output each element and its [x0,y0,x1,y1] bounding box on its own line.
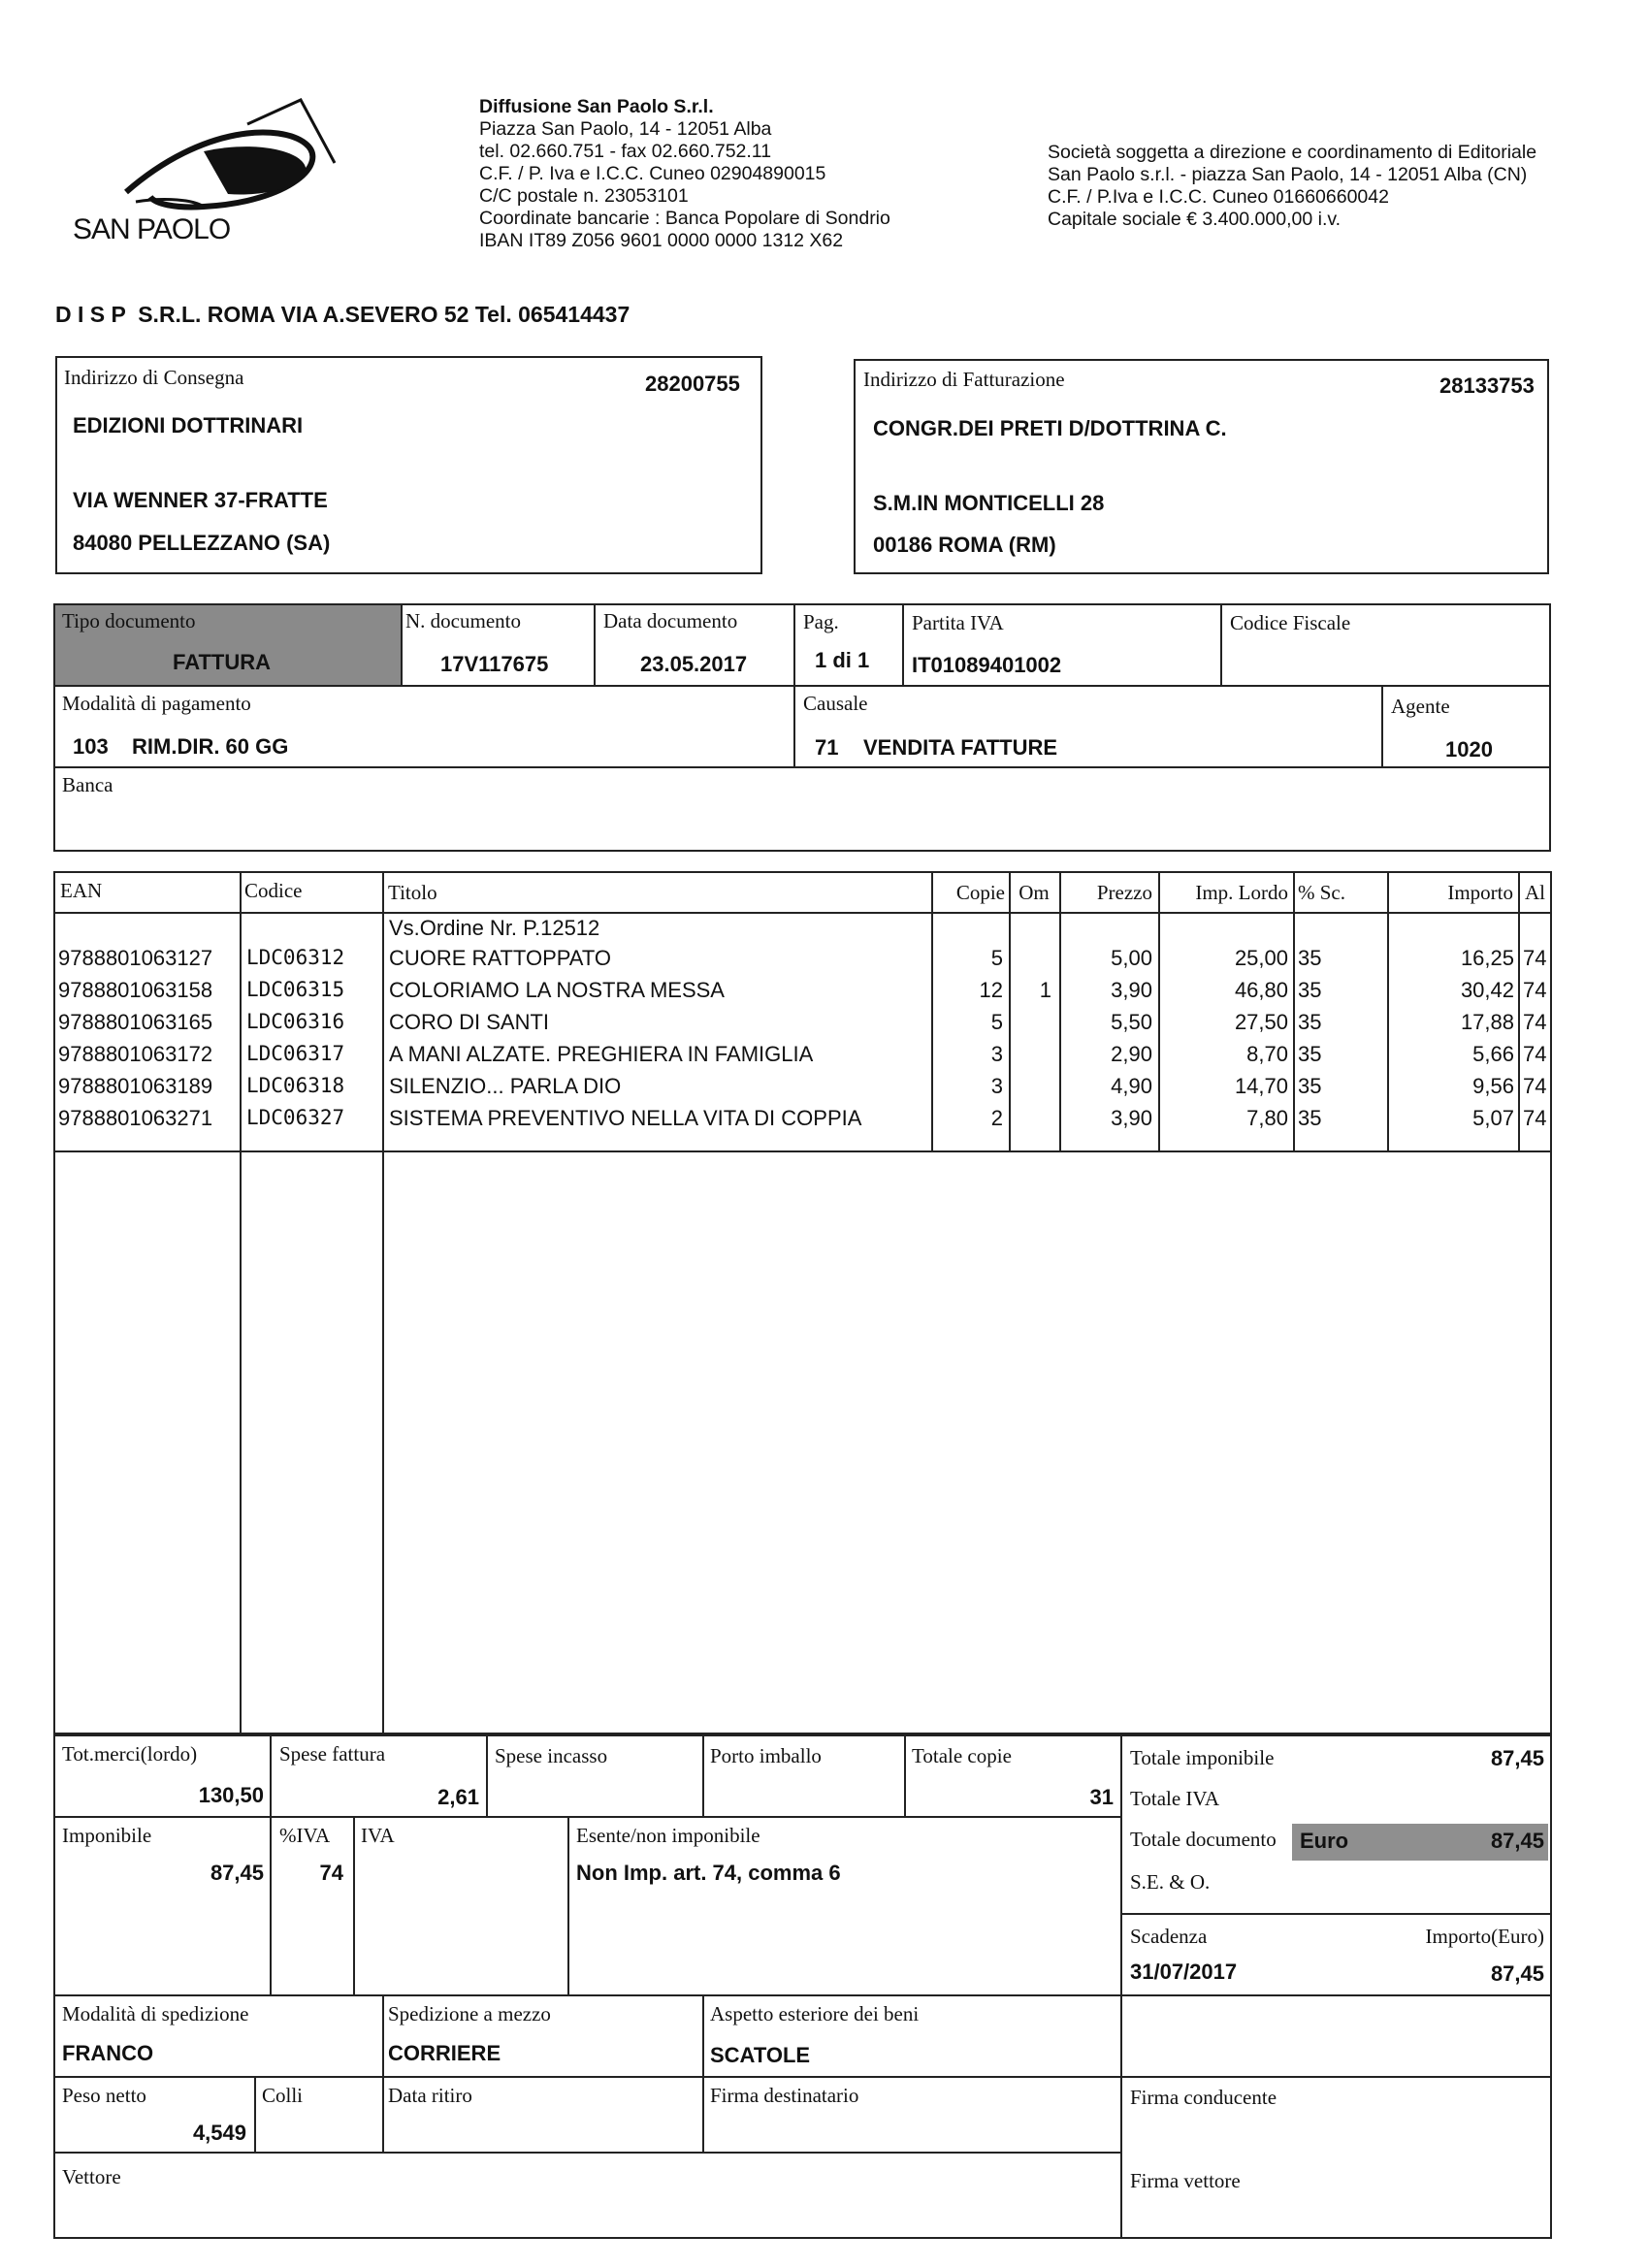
doc-date: 23.05.2017 [640,652,748,676]
packing-label: Porto imballo [710,1744,822,1767]
cell-discount: 35 [1298,946,1322,970]
doc-page-label: Pag. [803,610,839,633]
table-row [0,1010,1649,1042]
due-date-label: Scadenza [1130,1925,1208,1948]
invoice-fees: 2,61 [437,1785,479,1809]
invoice-fees-label: Spese fattura [279,1742,386,1766]
billing-street: S.M.IN MONTICELLI 28 [873,491,1105,515]
cell-copies: 2 [990,1106,1003,1130]
cell-discount: 35 [1298,1042,1322,1066]
billing-code: 28133753 [1439,373,1535,398]
doc-page: 1 di 1 [815,648,870,672]
cell-copies: 5 [990,1010,1003,1034]
taxable-label: Imponibile [62,1824,152,1847]
agent-label: Agente [1391,695,1450,718]
cell-amount: 17,88 [1460,1010,1514,1034]
doc-total-label: Totale documento [1130,1828,1277,1851]
col-title: Titolo [388,881,437,904]
cell-al: 74 [1523,1010,1547,1034]
group-line: Capitale sociale € 3.400.000,00 i.v. [1048,209,1342,230]
cell-amount: 5,07 [1472,1106,1514,1130]
gross-goods: 130,50 [198,1783,264,1807]
delivery-label: Indirizzo di Consegna [64,366,244,389]
shipping-mode-label: Modalità di spedizione [62,2002,249,2025]
cause-code: 71 [815,735,839,760]
billing-label: Indirizzo di Fatturazione [863,368,1065,391]
sender-line: D I S P S.R.L. ROMA VIA A.SEVERO 52 Tel. 065414437 [55,302,630,327]
cell-code: LDC06315 [246,978,345,1001]
cell-price: 3,90 [1111,1106,1152,1130]
table-row [0,1042,1649,1074]
doc-date-label: Data documento [603,609,738,632]
cell-al: 74 [1523,1042,1547,1066]
doc-number-label: N. documento [405,609,521,632]
recipient-signature-label: Firma destinatario [710,2084,859,2107]
billing-city: 00186 ROMA (RM) [873,533,1056,557]
cell-copies: 12 [979,978,1003,1002]
cell-discount: 35 [1298,978,1322,1002]
table-row [0,1106,1649,1138]
company-name: Diffusione San Paolo S.r.l. [479,96,714,117]
packages-label: Colli [262,2084,304,2107]
taxable-total: 87,45 [1490,1746,1544,1770]
col-code: Codice [244,879,303,902]
cell-al: 74 [1523,946,1547,970]
bank-label: Banca [62,773,113,796]
doc-number: 17V117675 [440,652,549,676]
cell-price: 3,90 [1111,978,1152,1002]
cause: VENDITA FATTURE [863,735,1058,760]
cell-price: 5,50 [1111,1010,1152,1034]
pickup-date-label: Data ritiro [388,2084,472,2107]
table-row [0,1074,1649,1106]
cell-ean: 9788801063172 [58,1042,213,1066]
totals-box [53,1734,1552,2239]
group-line: San Paolo s.r.l. - piazza San Paolo, 14 - 12051 Alba (CN) [1048,164,1528,185]
cell-code: LDC06327 [246,1106,345,1129]
driver-signature-label: Firma conducente [1130,2086,1277,2109]
cell-code: LDC06317 [246,1042,345,1065]
col-ean: EAN [60,879,103,902]
cell-gross: 25,00 [1234,946,1288,970]
shipping-mode: FRANCO [62,2041,154,2065]
fiscal-code-label: Codice Fiscale [1230,611,1351,634]
company-line: Coordinate bancarie : Banca Popolare di Sondrio [479,208,890,229]
cell-gross: 27,50 [1234,1010,1288,1034]
cell-discount: 35 [1298,1074,1322,1098]
carrier-label: Vettore [62,2165,121,2188]
net-weight-label: Peso netto [62,2084,146,2107]
group-line: C.F. / P.Iva e I.C.C. Cuneo 01660660042 [1048,186,1389,208]
vat-number-label: Partita IVA [912,611,1004,634]
cell-price: 2,90 [1111,1042,1152,1066]
taxable: 87,45 [210,1861,264,1885]
collection-fees-label: Spese incasso [495,1744,608,1767]
total-copies-label: Totale copie [912,1744,1012,1767]
cell-gross: 8,70 [1246,1042,1288,1066]
vat-pct: 74 [319,1861,343,1885]
vat-pct-label: %IVA [279,1824,331,1847]
col-amount: Importo [1447,881,1513,904]
cell-gross: 46,80 [1234,978,1288,1002]
doc-type: FATTURA [173,650,272,674]
logo-text: SAN PAOLO [73,213,231,245]
taxable-total-label: Totale imponibile [1130,1746,1275,1769]
cell-om: 1 [1039,978,1051,1002]
table-row [0,978,1649,1010]
cell-ean: 9788801063165 [58,1010,213,1034]
due-amount: 87,45 [1490,1961,1544,1986]
due-date: 31/07/2017 [1130,1960,1238,1984]
cell-al: 74 [1523,1106,1547,1130]
billing-name: CONGR.DEI PRETI D/DOTTRINA C. [873,416,1227,440]
goods-aspect-label: Aspetto esteriore dei beni [710,2002,920,2025]
cell-code: LDC06312 [246,946,345,969]
delivery-code: 28200755 [645,372,740,396]
cell-title: SILENZIO... PARLA DIO [389,1074,622,1098]
cell-gross: 7,80 [1246,1106,1288,1130]
cell-price: 4,90 [1111,1074,1152,1098]
delivery-name: EDIZIONI DOTTRINARI [73,413,304,437]
cell-amount: 5,66 [1472,1042,1514,1066]
cell-title: CUORE RATTOPPATO [389,946,611,970]
company-line: tel. 02.660.751 - fax 02.660.752.11 [479,141,772,162]
cell-gross: 14,70 [1234,1074,1288,1098]
currency: Euro [1300,1829,1349,1853]
company-line: Piazza San Paolo, 14 - 12051 Alba [479,118,772,140]
cell-title: COLORIAMO LA NOSTRA MESSA [389,978,725,1002]
cell-ean: 9788801063158 [58,978,213,1002]
cell-amount: 9,56 [1472,1074,1514,1098]
col-gross: Imp. Lordo [1195,881,1288,904]
shipping-means: CORRIERE [388,2041,501,2065]
col-om: Om [1018,881,1050,904]
company-block [479,96,984,252]
vat-number: IT01089401002 [912,653,1062,677]
group-block [1048,142,1591,231]
cell-amount: 30,42 [1460,978,1514,1002]
san-paolo-logo-icon [58,85,369,221]
cell-copies: 3 [990,1042,1003,1066]
order-reference: Vs.Ordine Nr. P.12512 [389,916,600,940]
company-line: IBAN IT89 Z056 9601 0000 0000 1312 X62 [479,230,844,251]
carrier-signature-label: Firma vettore [1130,2169,1241,2192]
cell-discount: 35 [1298,1106,1322,1130]
cell-copies: 3 [990,1074,1003,1098]
cell-discount: 35 [1298,1010,1322,1034]
col-price: Prezzo [1096,881,1152,904]
vat-total-label: Totale IVA [1130,1787,1220,1810]
col-discount: % Sc. [1298,881,1345,904]
payment-label: Modalità di pagamento [62,692,251,715]
total-copies: 31 [1089,1785,1114,1809]
net-weight: 4,549 [192,2121,246,2145]
due-amount-label: Importo(Euro) [1425,1925,1544,1948]
company-line: C.F. / P. Iva e I.C.C. Cuneo 02904890015 [479,163,826,184]
san-paolo-logo [58,85,369,250]
group-line: Società soggetta a direzione e coordinamento di Editoriale [1048,142,1537,163]
doc-type-label: Tipo documento [62,609,196,632]
exempt-reason: Non Imp. art. 74, comma 6 [576,1861,841,1885]
doc-total: 87,45 [1490,1829,1544,1853]
cell-code: LDC06318 [246,1074,345,1097]
cell-ean: 9788801063127 [58,946,213,970]
cell-title: SISTEMA PREVENTIVO NELLA VITA DI COPPIA [389,1106,862,1130]
cell-price: 5,00 [1111,946,1152,970]
cell-ean: 9788801063271 [58,1106,213,1130]
exempt-label: Esente/non imponibile [576,1824,760,1847]
cell-ean: 9788801063189 [58,1074,213,1098]
payment-terms: RIM.DIR. 60 GG [132,734,289,759]
gross-goods-label: Tot.merci(lordo) [62,1742,198,1766]
items-body [0,946,1649,1150]
company-line: C/C postale n. 23053101 [479,185,689,207]
delivery-city: 84080 PELLEZZANO (SA) [73,531,331,555]
col-al: Al [1525,881,1545,904]
se-label: S.E. & O. [1130,1870,1211,1894]
vat-label: IVA [361,1824,395,1847]
goods-aspect: SCATOLE [710,2043,811,2067]
cell-al: 74 [1523,978,1547,1002]
cell-code: LDC06316 [246,1010,345,1033]
delivery-street: VIA WENNER 37-FRATTE [73,488,328,512]
cell-title: CORO DI SANTI [389,1010,550,1034]
agent: 1020 [1445,737,1493,761]
cell-amount: 16,25 [1460,946,1514,970]
payment-code: 103 [73,734,109,759]
table-row [0,946,1649,978]
cause-label: Causale [803,692,868,715]
col-copies: Copie [955,881,1005,904]
cell-title: A MANI ALZATE. PREGHIERA IN FAMIGLIA [389,1042,814,1066]
shipping-means-label: Spedizione a mezzo [388,2002,551,2025]
cell-copies: 5 [990,946,1003,970]
cell-al: 74 [1523,1074,1547,1098]
